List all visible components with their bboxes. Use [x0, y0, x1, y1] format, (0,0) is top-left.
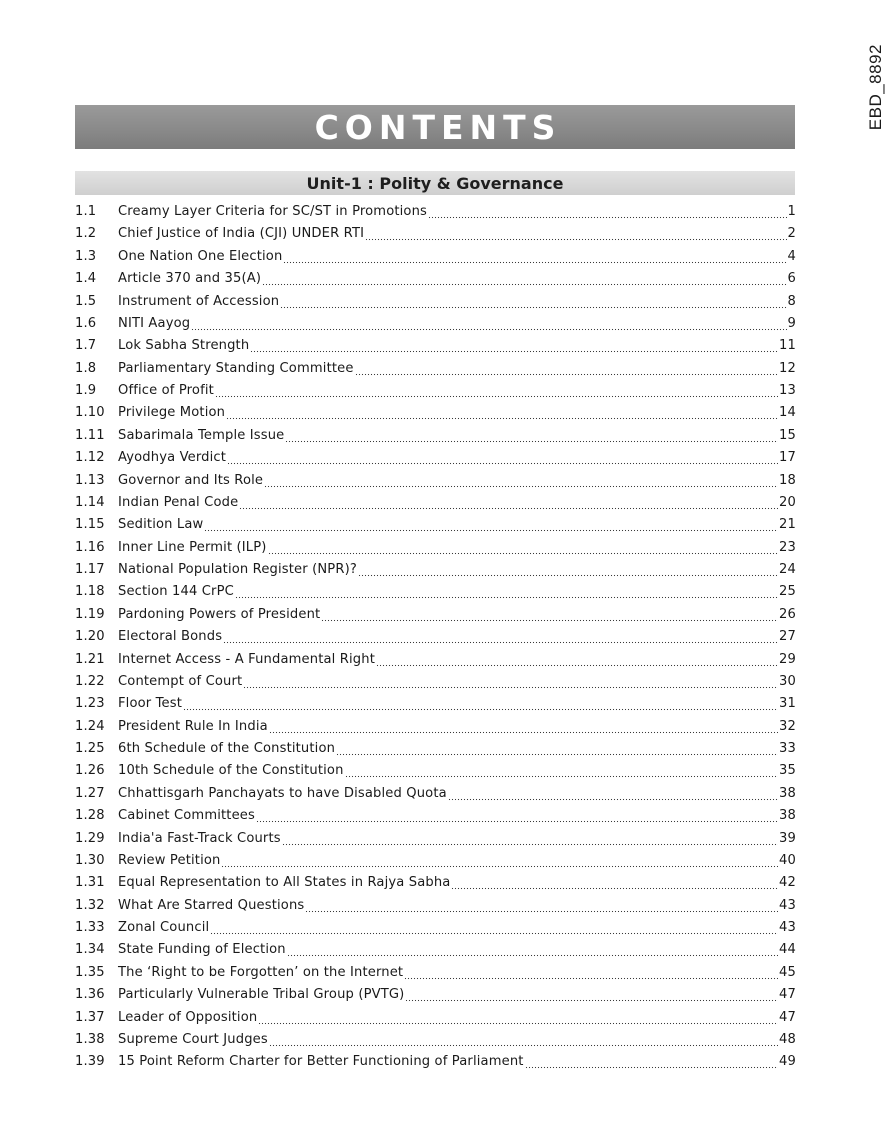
entry-page-number: 12 — [779, 360, 796, 376]
toc-entry[interactable] — [75, 805, 796, 827]
entry-title: Ayodhya Verdict — [118, 450, 227, 466]
entry-title: Electoral Bonds — [118, 629, 223, 645]
dot-leader — [404, 962, 778, 984]
toc-entry[interactable] — [75, 626, 796, 648]
entry-title: India'a Fast-Track Courts — [118, 830, 281, 846]
toc-entry[interactable] — [75, 850, 796, 872]
entry-number: 1.19 — [75, 606, 105, 622]
entry-page-number: 35 — [779, 763, 796, 779]
dot-leader — [268, 537, 778, 559]
entry-title: Chief Justice of India (CJI) UNDER RTI — [118, 226, 365, 242]
toc-entry[interactable] — [75, 425, 796, 447]
entry-title: Internet Access - A Fundamental Right — [118, 651, 375, 667]
entry-number: 1.25 — [75, 741, 105, 756]
dot-leader — [191, 313, 786, 335]
entry-number: 1.6 — [75, 315, 97, 331]
entry-page-number: 30 — [779, 673, 796, 689]
entry-page-number: 26 — [779, 606, 796, 622]
entry-page-number: 21 — [779, 517, 796, 533]
toc-entry[interactable] — [75, 358, 796, 380]
entry-title: Creamy Layer Criteria for SC/ST in Promotions — [118, 204, 428, 219]
entry-page-number: 49 — [779, 1054, 796, 1070]
entry-page-number: 18 — [779, 472, 796, 488]
dot-leader — [428, 201, 787, 223]
entry-title: NITI Aayog — [118, 315, 191, 331]
dot-leader — [285, 425, 778, 447]
dot-leader — [264, 470, 778, 492]
dot-leader — [321, 604, 778, 626]
entry-number: 1.22 — [75, 673, 105, 689]
entry-page-number: 17 — [779, 450, 796, 466]
entry-number: 1.4 — [75, 271, 97, 287]
entry-number: 1.32 — [75, 897, 105, 913]
entry-title: Supreme Court Judges — [118, 1031, 268, 1047]
toc-entry[interactable] — [75, 604, 796, 626]
entry-number: 1.7 — [75, 338, 97, 354]
entry-title: Leader of Opposition — [118, 1009, 258, 1025]
dot-leader — [365, 223, 786, 245]
entry-page-number: 47 — [779, 1009, 796, 1025]
entry-title: 15 Point Reform Charter for Better Functioning of Parliament — [118, 1054, 524, 1070]
entry-title: Chhattisgarh Panchayats to have Disabled Quota — [118, 785, 447, 801]
toc-entry[interactable] — [75, 268, 796, 290]
entry-page-number: 4 — [787, 248, 796, 264]
entry-page-number: 29 — [779, 651, 796, 667]
dot-leader — [358, 559, 778, 581]
toc-entry[interactable] — [75, 693, 796, 715]
dot-leader — [239, 492, 778, 514]
entry-page-number: 48 — [779, 1031, 796, 1047]
entry-number: 1.14 — [75, 494, 105, 510]
entry-number: 1.3 — [75, 248, 97, 264]
dot-leader — [262, 268, 786, 290]
toc-entry[interactable] — [75, 380, 796, 402]
entry-title: Inner Line Permit (ILP) — [118, 539, 267, 555]
entry-page-number: 13 — [779, 383, 796, 398]
toc-entry[interactable] — [75, 246, 796, 268]
entry-number: 1.28 — [75, 808, 105, 824]
entry-title: Cabinet Committees — [118, 808, 255, 824]
toc-entry[interactable] — [75, 962, 796, 984]
entry-number: 1.15 — [75, 517, 105, 533]
entry-number: 1.20 — [75, 629, 105, 645]
entry-title: Office of Profit — [118, 383, 214, 398]
toc-entry[interactable] — [75, 223, 796, 245]
dot-leader — [256, 805, 778, 827]
entry-title: 6th Schedule of the Constitution — [118, 741, 336, 756]
toc-entry[interactable] — [75, 537, 796, 559]
entry-page-number: 33 — [779, 741, 796, 756]
entry-number: 1.30 — [75, 852, 105, 868]
entry-number: 1.8 — [75, 360, 97, 376]
entry-page-number: 24 — [779, 562, 796, 577]
entry-title: 10th Schedule of the Constitution — [118, 763, 344, 779]
entry-number: 1.34 — [75, 942, 105, 958]
dot-leader — [269, 1029, 778, 1051]
entry-title: Sedition Law — [118, 517, 204, 533]
entry-title: Particularly Vulnerable Tribal Group (PVTG) — [118, 987, 405, 1003]
toc-entry[interactable] — [75, 783, 796, 805]
entry-number: 1.10 — [75, 405, 105, 421]
toc-entry[interactable] — [75, 201, 796, 223]
entry-title: Contempt of Court — [118, 673, 243, 689]
dot-leader — [280, 291, 786, 313]
entry-title: Instrument of Accession — [118, 293, 280, 309]
dot-leader — [258, 1007, 778, 1029]
entry-page-number: 8 — [787, 293, 796, 309]
toc-entry[interactable] — [75, 447, 796, 469]
toc-entry[interactable] — [75, 514, 796, 536]
entry-page-number: 9 — [787, 315, 796, 331]
toc-entry[interactable] — [75, 291, 796, 313]
entry-page-number: 27 — [779, 629, 796, 645]
entry-number: 1.26 — [75, 763, 105, 779]
entry-number: 1.23 — [75, 696, 105, 712]
entry-page-number: 40 — [779, 852, 796, 868]
entry-page-number: 20 — [779, 494, 796, 510]
entry-number: 1.18 — [75, 584, 105, 600]
dot-leader — [448, 783, 778, 805]
contents-banner — [75, 105, 795, 149]
toc-list — [75, 201, 796, 1074]
document-code: EBD_8892 — [866, 44, 885, 131]
entry-page-number: 47 — [779, 987, 796, 1003]
entry-title: Indian Penal Code — [118, 494, 239, 510]
entry-number: 1.13 — [75, 472, 105, 488]
entry-page-number: 42 — [779, 875, 796, 891]
toc-entry[interactable] — [75, 828, 796, 850]
contents-title: CONTENTS — [314, 107, 562, 147]
entry-title: State Funding of Election — [118, 942, 286, 958]
toc-entry[interactable] — [75, 716, 796, 738]
entry-title: President Rule In India — [118, 718, 268, 734]
toc-entry[interactable] — [75, 1051, 796, 1073]
dot-leader — [336, 738, 778, 760]
entry-number: 1.33 — [75, 920, 105, 935]
entry-title: Equal Representation to All States in Rajya Sabha — [118, 875, 451, 891]
toc-entry[interactable] — [75, 313, 796, 335]
entry-number: 1.9 — [75, 383, 97, 398]
entry-number: 1.31 — [75, 875, 105, 891]
entry-number: 1.11 — [75, 427, 105, 443]
dot-leader — [287, 939, 778, 961]
entry-page-number: 38 — [779, 808, 796, 824]
toc-entry[interactable] — [75, 1007, 796, 1029]
entry-number: 1.36 — [75, 987, 105, 1003]
entry-page-number: 15 — [779, 427, 796, 443]
entry-title: Lok Sabha Strength — [118, 338, 250, 354]
entry-page-number: 32 — [779, 718, 796, 734]
entry-title: Privilege Motion — [118, 405, 226, 421]
entry-page-number: 39 — [779, 830, 796, 846]
dot-leader — [376, 649, 778, 671]
entry-page-number: 11 — [779, 338, 796, 354]
entry-page-number: 23 — [779, 539, 796, 555]
dot-leader — [215, 380, 778, 402]
entry-number: 1.2 — [75, 226, 97, 242]
toc-entry[interactable] — [75, 738, 796, 760]
entry-number: 1.21 — [75, 651, 105, 667]
entry-page-number: 2 — [787, 226, 796, 242]
entry-page-number: 45 — [779, 964, 796, 980]
dot-leader — [223, 626, 778, 648]
dot-leader — [221, 850, 778, 872]
toc-entry[interactable] — [75, 984, 796, 1006]
entry-title: What Are Starred Questions — [118, 897, 305, 913]
dot-leader — [305, 895, 778, 917]
entry-page-number: 43 — [779, 920, 796, 935]
entry-title: Zonal Council — [118, 920, 210, 935]
unit-title: Unit-1 : Polity & Governance — [306, 173, 564, 193]
entry-title: Section 144 CrPC — [118, 584, 234, 600]
entry-title: Governor and Its Role — [118, 472, 264, 488]
entry-number: 1.29 — [75, 830, 105, 846]
entry-title: One Nation One Election — [118, 248, 283, 264]
toc-entry[interactable] — [75, 760, 796, 782]
toc-entry[interactable] — [75, 1029, 796, 1051]
entry-page-number: 38 — [779, 785, 796, 801]
entry-page-number: 1 — [787, 204, 796, 219]
entry-title: National Population Register (NPR)? — [118, 562, 357, 577]
dot-leader — [451, 872, 778, 894]
entry-number: 1.17 — [75, 562, 105, 577]
entry-page-number: 43 — [779, 897, 796, 913]
toc-entry[interactable] — [75, 492, 796, 514]
entry-number: 1.27 — [75, 785, 105, 801]
toc-entry[interactable] — [75, 402, 796, 424]
dot-leader — [345, 760, 779, 782]
entry-number: 1.38 — [75, 1031, 105, 1047]
entry-title: Pardoning Powers of President — [118, 606, 321, 622]
toc-entry[interactable] — [75, 559, 796, 581]
dot-leader — [183, 693, 778, 715]
dot-leader — [210, 917, 778, 939]
toc-entry[interactable] — [75, 581, 796, 603]
entry-title: Review Petition — [118, 852, 221, 868]
entry-number: 1.24 — [75, 718, 105, 734]
toc-entry[interactable] — [75, 872, 796, 894]
toc-entry[interactable] — [75, 917, 796, 939]
toc-entry[interactable] — [75, 649, 796, 671]
dot-leader — [355, 358, 778, 380]
dot-leader — [250, 335, 778, 357]
toc-entry[interactable] — [75, 939, 796, 961]
entry-title: The ‘Right to be Forgotten’ on the Internet — [118, 964, 404, 980]
entry-number: 1.1 — [75, 204, 97, 219]
dot-leader — [226, 402, 778, 424]
entry-number: 1.5 — [75, 293, 97, 309]
entry-page-number: 25 — [779, 584, 796, 600]
dot-leader — [525, 1051, 778, 1073]
dot-leader — [243, 671, 778, 693]
entry-page-number: 31 — [779, 696, 796, 712]
entry-page-number: 14 — [779, 405, 796, 421]
toc-entry[interactable] — [75, 470, 796, 492]
toc-entry[interactable] — [75, 671, 796, 693]
dot-leader — [283, 246, 786, 268]
dot-leader — [235, 581, 778, 603]
entry-number: 1.16 — [75, 539, 105, 555]
unit-header — [75, 171, 795, 195]
dot-leader — [282, 828, 778, 850]
entry-number: 1.39 — [75, 1054, 105, 1070]
toc-entry[interactable] — [75, 335, 796, 357]
dot-leader — [269, 716, 778, 738]
entry-title: Parliamentary Standing Committee — [118, 360, 354, 376]
entry-page-number: 6 — [787, 271, 796, 287]
toc-entry[interactable] — [75, 895, 796, 917]
entry-number: 1.12 — [75, 450, 105, 466]
entry-page-number: 44 — [779, 942, 796, 958]
entry-number: 1.37 — [75, 1009, 105, 1025]
entry-title: Sabarimala Temple Issue — [118, 427, 285, 443]
dot-leader — [227, 447, 778, 469]
entry-title: Floor Test — [118, 696, 183, 712]
dot-leader — [204, 514, 778, 536]
entry-number: 1.35 — [75, 964, 105, 980]
entry-title: Article 370 and 35(A) — [118, 271, 262, 287]
dot-leader — [405, 984, 778, 1006]
